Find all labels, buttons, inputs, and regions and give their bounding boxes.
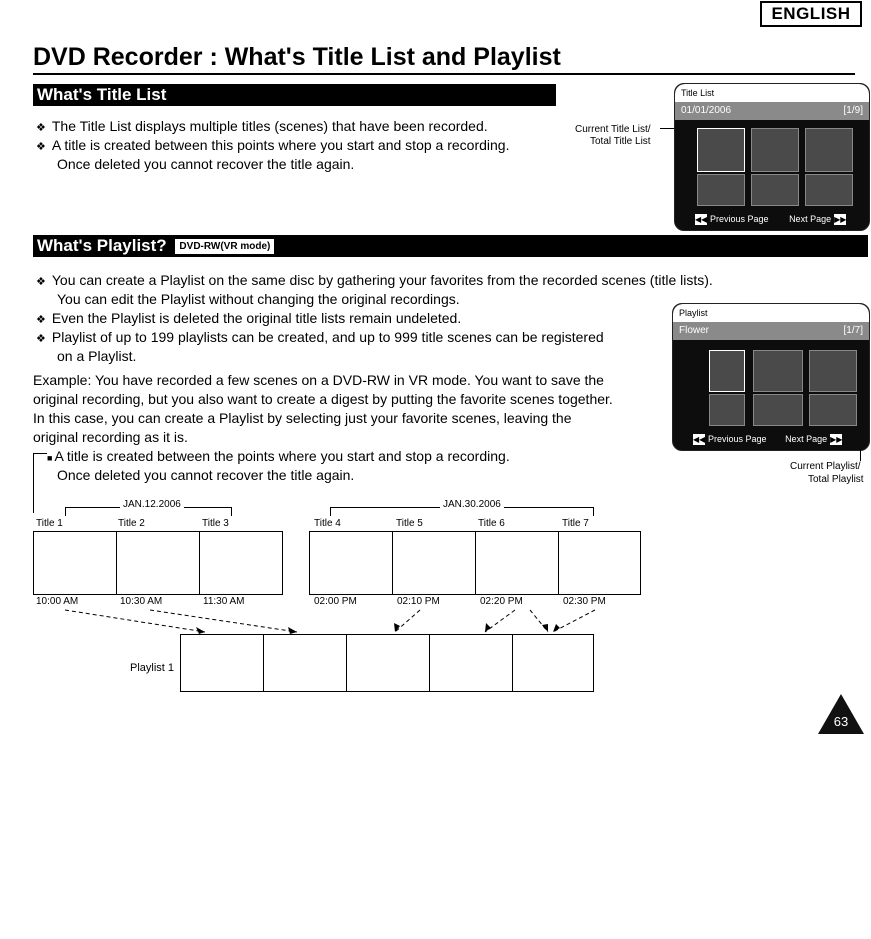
screen-date-band: 01/01/2006 [1/9] <box>675 102 869 120</box>
playlist-frame <box>263 634 347 692</box>
thumbnail <box>697 128 745 172</box>
bullet-diamond-icon: ❖ <box>36 122 46 134</box>
time-label: 02:30 PM <box>563 596 606 607</box>
title-rule <box>33 73 855 75</box>
time-label: 02:00 PM <box>314 596 357 607</box>
bullet-diamond-icon: ❖ <box>36 276 46 288</box>
screen-name-band: Flower [1/7] <box>673 322 869 340</box>
note-bracket <box>33 453 34 513</box>
screen-header: Playlist <box>673 304 869 322</box>
note-line-2: Once deleted you cannot recover the title again. <box>57 467 355 483</box>
playlist-frame <box>346 634 430 692</box>
thumbnail <box>709 394 745 426</box>
page-title: DVD Recorder : What's Title List and Playlist <box>33 43 561 71</box>
section-playlist-heading: What's Playlist? DVD-RW(VR mode) <box>33 235 868 257</box>
playlist-frame <box>429 634 513 692</box>
scene-frame-cake-2 <box>475 531 559 595</box>
bullet-1: ❖ The Title List displays multiple titles (scenes) that have been recorded. <box>36 118 488 134</box>
dvd-rw-vr-badge: DVD-RW(VR mode) <box>175 239 274 254</box>
playlist-label: Playlist 1 <box>130 662 175 674</box>
thumbnail <box>751 128 799 172</box>
time-label: 10:30 AM <box>120 596 163 607</box>
time-label: 10:00 AM <box>36 596 79 607</box>
thumbnail <box>751 174 799 206</box>
note-line-1: ■ A title is created between the points where you start and stop a recording. <box>47 448 510 464</box>
title-label: Title 4 <box>314 518 341 529</box>
callout-title-list-1: Current Title List/ <box>575 124 651 135</box>
example-line-2: original recording, but you also want to create a digest by putting the favorite scenes together. <box>33 391 613 407</box>
bullet-2-cont: Once deleted you cannot recover the title again. <box>57 156 355 172</box>
screen-footer: ◀◀ Previous Page Next Page ▶▶ <box>693 434 843 445</box>
bullet-2: ❖ A title is created between this points where you start and stop a recording. <box>36 137 510 153</box>
time-label: 02:10 PM <box>397 596 440 607</box>
playlist-frame <box>180 634 264 692</box>
title-label: Title 2 <box>118 518 145 529</box>
playlist-bullet-1-cont: You can edit the Playlist without changing the original recordings. <box>57 291 460 307</box>
next-page-icon: ▶▶ <box>830 435 843 445</box>
page-number: 63 <box>833 714 849 729</box>
playlist-bullet-1: ❖ You can create a Playlist on the same disc by gathering your favorites from the recorded scenes (title lists). <box>36 272 713 288</box>
thumbnail <box>805 174 853 206</box>
thumbnail <box>809 394 857 426</box>
title-label: Title 6 <box>478 518 505 529</box>
time-label: 11:30 AM <box>203 596 245 607</box>
playlist-frame <box>512 634 594 692</box>
scene-frame-girl-flower <box>309 531 393 595</box>
thumbnail <box>753 394 803 426</box>
scene-frame-boy-run <box>199 531 283 595</box>
example-line-4: original recording as it is. <box>33 429 188 445</box>
title-label: Title 5 <box>396 518 423 529</box>
playlist-bullet-3: ❖ Playlist of up to 199 playlists can be created, and up to 999 title scenes can be registered <box>36 329 604 345</box>
scene-frame-gift <box>558 531 641 595</box>
scene-frame-boy-kick <box>116 531 200 595</box>
bullet-diamond-icon: ❖ <box>36 141 46 153</box>
thumbnail <box>753 350 803 392</box>
thumbnail <box>709 350 745 392</box>
title-label: Title 3 <box>202 518 229 529</box>
bullet-diamond-icon: ❖ <box>36 333 46 345</box>
scene-frame-cake <box>392 531 476 595</box>
playlist-screen <box>672 303 870 451</box>
date-label-2: JAN.30.2006 <box>440 499 504 510</box>
time-label: 02:20 PM <box>480 596 523 607</box>
title-label: Title 1 <box>36 518 63 529</box>
note-bracket <box>33 453 47 454</box>
section-title-list-heading: What's Title List <box>33 84 556 106</box>
scene-frame-boy-ball <box>33 531 117 595</box>
thumbnail <box>697 174 745 206</box>
previous-page-icon: ◀◀ <box>695 215 708 225</box>
callout-playlist-1: Current Playlist/ <box>790 461 861 472</box>
callout-line <box>860 449 861 461</box>
title-label: Title 7 <box>562 518 589 529</box>
playlist-bullet-3-cont: on a Playlist. <box>57 348 137 364</box>
language-label: ENGLISH <box>760 1 862 27</box>
screen-header: Title List <box>675 84 869 102</box>
screen-footer: ◀◀ Previous Page Next Page ▶▶ <box>695 214 847 225</box>
title-list-screen <box>674 83 870 231</box>
date-label-1: JAN.12.2006 <box>120 499 184 510</box>
callout-title-list-2: Total Title List <box>590 136 651 147</box>
example-line-3: In this case, you can create a Playlist by selecting just your favorite scenes, leaving the <box>33 410 572 426</box>
callout-playlist-2: Total Playlist <box>808 474 864 485</box>
previous-page-icon: ◀◀ <box>693 435 706 445</box>
next-page-icon: ▶▶ <box>834 215 847 225</box>
bullet-diamond-icon: ❖ <box>36 314 46 326</box>
thumbnail <box>805 128 853 172</box>
thumbnail <box>809 350 857 392</box>
example-line-1: Example: You have recorded a few scenes on a DVD-RW in VR mode. You want to save the <box>33 372 604 388</box>
playlist-bullet-2: ❖ Even the Playlist is deleted the original title lists remain undeleted. <box>36 310 462 326</box>
